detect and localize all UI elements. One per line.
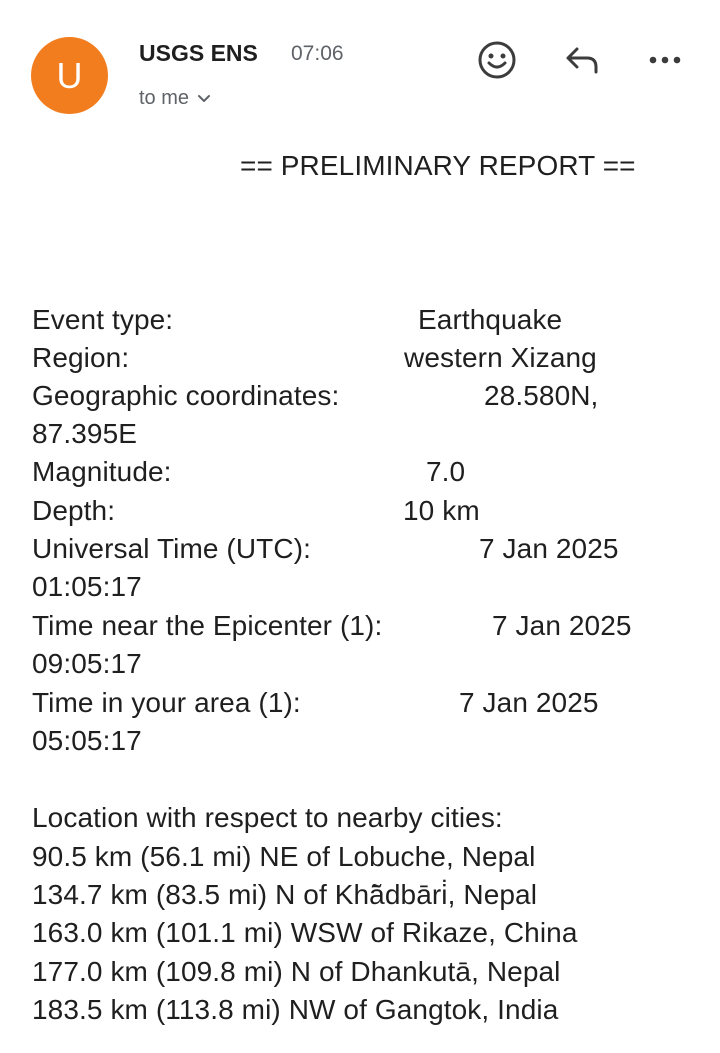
epicenter-date-value: 7 Jan 2025 [492, 610, 632, 641]
nearby-city-line: 134.7 km (83.5 mi) N of Khā̃dbāri̇, Nepal [32, 879, 538, 910]
email-time: 07:06 [291, 42, 344, 65]
depth-label: Depth: [32, 495, 116, 526]
nearby-city-line: 90.5 km (56.1 mi) NE of Lobuche, Nepal [32, 841, 536, 872]
nearby-city-line: 183.5 km (113.8 mi) NW of Gangtok, India [32, 994, 559, 1025]
depth-value: 10 km [403, 495, 480, 526]
coordinates-lon-value: 87.395E [32, 418, 138, 449]
nearby-cities-heading: Location with respect to nearby cities: [32, 802, 503, 833]
chevron-down-icon [197, 94, 211, 104]
reply-button[interactable] [562, 40, 602, 80]
utc-date-value: 7 Jan 2025 [479, 533, 619, 564]
event-type-value: Earthquake [418, 304, 563, 335]
local-time-label: Time in your area (1): [32, 687, 301, 718]
sender-name[interactable]: USGS ENS [139, 40, 258, 66]
reply-arrow-icon [562, 40, 602, 80]
epicenter-time-value: 09:05:17 [32, 648, 142, 679]
local-time-value: 05:05:17 [32, 725, 142, 756]
coordinates-label: Geographic coordinates: [32, 380, 340, 411]
sender-avatar[interactable]: U [31, 37, 108, 114]
smiley-face-icon [477, 40, 517, 80]
nearby-city-line: 177.0 km (109.8 mi) N of Dhankutā, Nepal [32, 956, 561, 987]
magnitude-value: 7.0 [426, 456, 466, 487]
add-reaction-button[interactable] [477, 40, 517, 80]
recipient-toggle[interactable] [139, 87, 211, 110]
epicenter-time-label: Time near the Epicenter (1): [32, 610, 383, 641]
local-date-value: 7 Jan 2025 [459, 687, 599, 718]
coordinates-lat-value: 28.580N, [484, 380, 599, 411]
utc-label: Universal Time (UTC): [32, 533, 312, 564]
report-heading: == PRELIMINARY REPORT == [240, 150, 636, 181]
event-type-label: Event type: [32, 304, 174, 335]
region-value: western Xizang [404, 342, 597, 373]
region-label: Region: [32, 342, 130, 373]
more-options-button[interactable] [645, 40, 685, 80]
more-dots-icon [645, 40, 685, 80]
nearby-city-line: 163.0 km (101.1 mi) WSW of Rikaze, China [32, 917, 578, 948]
recipient-label: to me [139, 87, 190, 109]
magnitude-label: Magnitude: [32, 456, 172, 487]
utc-time-value: 01:05:17 [32, 571, 142, 602]
